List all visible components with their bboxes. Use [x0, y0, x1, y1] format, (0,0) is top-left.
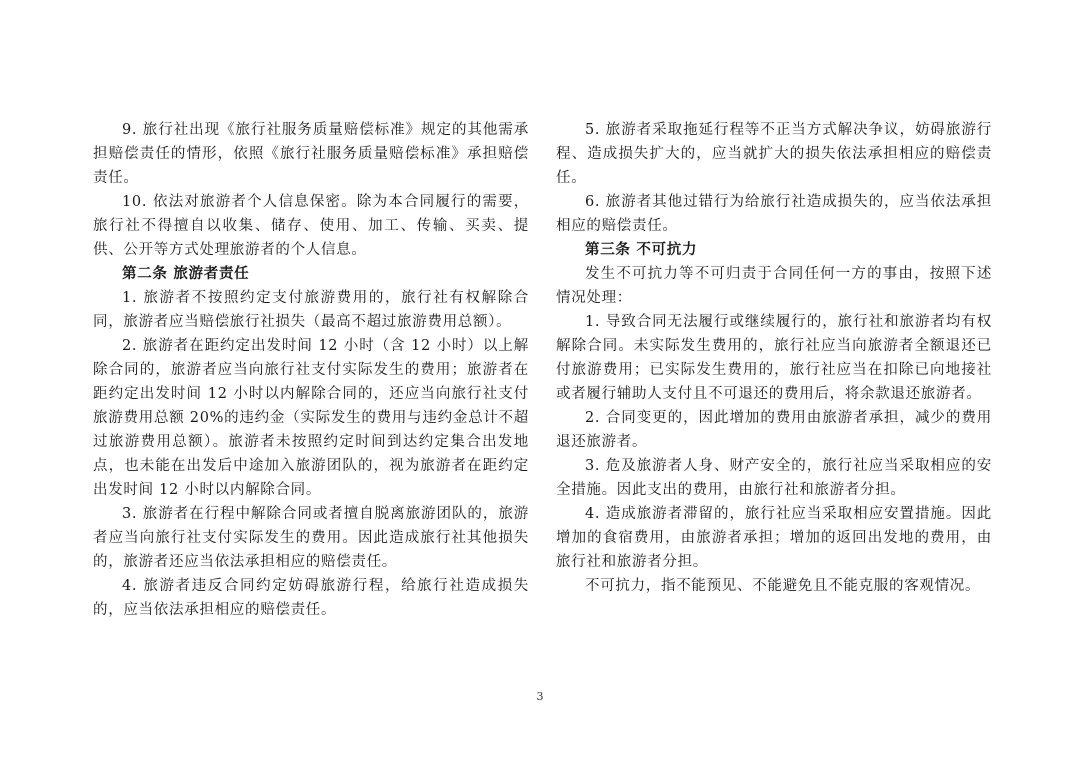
paragraph: 9. 旅行社出现《旅行社服务质量赔偿标准》规定的其他需承担赔偿责任的情形，依照《旅行社服务质量赔偿标准》承担赔偿责任。 [93, 122, 529, 186]
section-heading: 第二条 旅游者责任 [122, 266, 250, 282]
section-heading: 第三条 不可抗力 [585, 242, 698, 258]
paragraph: 1. 旅游者不按照约定支付旅游费用的，旅行社有权解除合同，旅游者应当赔偿旅行社损失（最高不超过旅游费用总额）。 [93, 290, 529, 330]
paragraph: 6. 旅游者其他过错行为给旅行社造成损失的，应当依法承担相应的赔偿责任。 [556, 194, 992, 234]
right-column [556, 118, 992, 598]
paragraph: 5. 旅游者采取拖延行程等不正当方式解决争议，妨碍旅游行程、造成损失扩大的，应当就扩大的损失依法承担相应的赔偿责任。 [556, 122, 992, 186]
paragraph: 3. 危及旅游者人身、财产安全的，旅行社应当采取相应的安全措施。因此支出的费用，由旅行社和旅游者分担。 [556, 458, 992, 498]
paragraph: 10. 依法对旅游者个人信息保密。除为本合同履行的需要，旅行社不得擅自以收集、储存、使用、加工、传输、买卖、提供、公开等方式处理旅游者的个人信息。 [93, 194, 529, 258]
paragraph: 不可抗力，指不能预见、不能避免且不能克服的客观情况。 [585, 578, 981, 594]
paragraph: 3. 旅游者在行程中解除合同或者擅自脱离旅游团队的，旅游者应当向旅行社支付实际发生的费用。因此造成旅行社其他损失的，旅游者还应当依法承担相应的赔偿责任。 [93, 506, 529, 570]
paragraph: 4. 旅游者违反合同约定妨碍旅游行程，给旅行社造成损失的，应当依法承担相应的赔偿责任。 [93, 578, 529, 618]
paragraph: 发生不可抗力等不可归责于合同任何一方的事由，按照下述情况处理： [556, 266, 992, 306]
paragraph: 1. 导致合同无法履行或继续履行的，旅行社和旅游者均有权解除合同。未实际发生费用的，旅行社应当向旅游者全额退还已付旅游费用；已实际发生费用的，旅行社应当在扣除已向地接社或者履行辅助人支付且不可退还的费用后，将余款退还旅游者。 [556, 314, 992, 402]
page-number: 3 [536, 690, 544, 703]
paragraph: 2. 合同变更的，因此增加的费用由旅游者承担，减少的费用退还旅游者。 [556, 410, 992, 450]
paragraph: 2. 旅游者在距约定出发时间 12 小时（含 12 小时）以上解除合同的，旅游者应当向旅行社支付实际发生的费用；旅游者在距约定出发时间 12 小时以内解除合同的，还应当向旅行社支付旅游费用总额 20%的违约金（实际发生的费用与违约金总计不超过旅游费用总额）。旅游者未按照约定时间到达约定集合出发地点，也未能在出发后中途加入旅游团队的，视为旅游者在距约定出发时间 12 小时以内解除合同。 [93, 338, 529, 498]
paragraph: 4. 造成旅游者滞留的，旅行社应当采取相应安置措施。因此增加的食宿费用，由旅游者承担；增加的返回出发地的费用，由旅行社和旅游者分担。 [556, 506, 992, 570]
left-column [93, 118, 529, 622]
